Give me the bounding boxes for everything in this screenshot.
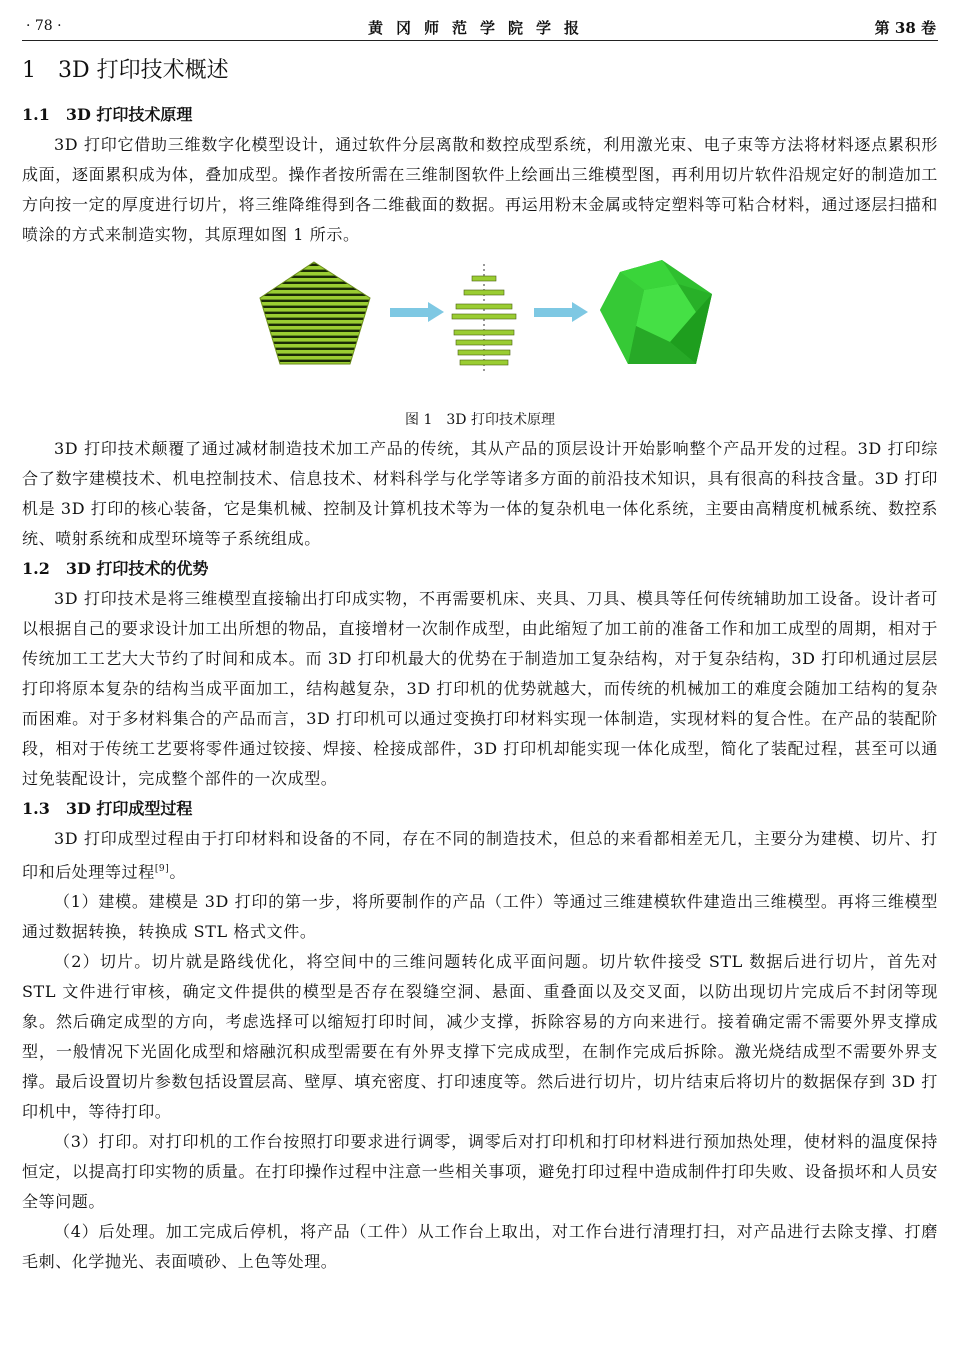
paragraph: （1）建模。建模是 3D 打印的第一步，将所要制作的产品（工件）等通过三维建模软件建造出三维模型。再将三维模型通过数据转换，转换成 STL 格式文件。 [22,892,938,942]
figure-1 [22,260,938,406]
subsection-title-1-2: 1.2 3D 打印技术的优势 [22,559,209,578]
paragraph: 3D 打印技术是将三维模型直接输出打印成实物，不再需要机床、夹具、刀具、模具等任何传统辅助加工设备。设计者可以根据自己的要求设计加工出所想的物品，直接增材一次制作成型，由此缩短了加工前的准备工作和加工成型的周期，相对于传统加工工艺大大节约了时间和成本。而 3D 打印机最大的优势在于制造加工复杂结构，对于复杂结构，3D 打印机通过层层打印将原本复杂的结构当成平面加工，结构越复杂，3D 打印机的优势就越大，而传统的机械加工的难度会随加工结构的复杂而困难。对于多材料集合的产品而言，3D 打印机可以通过变换打印材料实现一体制造，实现材料的复合性。在产品的装配阶段，相对于传统工艺要将零件通过铰接、焊接、栓接成部件，3D 打印机却能实现一体化成型，简化了装配过程，甚至可以通过免装配设计，完成整个部件的一次成型。 [22,589,938,788]
paragraph: （3）打印。对打印机的工作台按照打印要求进行调零，调零后对打印机和打印材料进行预加热处理，使材料的温度保持恒定，以提高打印实物的质量。在打印操作过程中注意一些相关事项，避免打印过程中造成制件打印失败、设备损坏和人员安全等问题。 [22,1132,938,1212]
sliced-pentagon [260,262,370,364]
figure-caption: 图 1 3D 打印技术原理 [405,412,555,428]
paragraph: 3D 打印它借助三维数字化模型设计，通过软件分层离散和数控成型系统，利用激光束、电子束等方法将材料逐点累积形成面，逐面累积成为体，叠加成型。操作者按所需在三维制图软件上绘画出三维模型图，再利用切片软件沿规定好的制造加工方向按一定的厚度进行切片，将三维降维得到各二维截面的数据。再运用粉末金属或特定塑料等可粘合材料，通过逐层扫描和喷涂的方式来制造实物，其原理如图 1 所示。 [22,135,938,244]
volume-number: 第 38 卷 [874,19,936,37]
paragraph [22,824,938,887]
citation-ref[interactable]: [9] [154,864,170,874]
paragraph: 3D 打印技术颠覆了通过减材制造技术加工产品的传统，其从产品的顶层设计开始影响整个产品开发的过程。3D 打印综合了数字建模技术、机电控制技术、信息技术、材料科学与化学等诸多方面的前沿技术知识，具有很高的科技含量。3D 打印机是 3D 打印的核心装备，它是集机械、控制及计算机技术等为一体的复杂机电一体化系统，主要由高精度机械系统、数控系统、喷射系统和成型环境等子系统组成。 [22,439,938,548]
printed-solid [600,260,712,364]
paragraph-end: 。 [169,862,186,882]
subsection-title-1-3: 1.3 3D 打印成型过程 [22,799,193,818]
article-body [22,54,938,1277]
layer-stack [452,264,516,374]
arrow-icon [390,302,444,322]
page-number: · 78 · [26,18,62,34]
paragraph-text: 3D 打印成型过程由于打印材料和设备的不同，存在不同的制造技术，但总的来看都相差无几，主要分为建模、切片、打印和后处理等过程 [22,829,938,882]
journal-name: 黄冈师范学院学报 [367,19,592,37]
subsection-title-1-1: 1.1 3D 打印技术原理 [22,105,193,124]
paragraph: （4）后处理。加工完成后停机，将产品（工件）从工作台上取出，对工作台进行清理打扫，对产品进行去除支撑、打磨毛刺、化学抛光、表面喷砂、上色等处理。 [22,1222,938,1272]
figure-1-illustration [258,260,718,380]
arrow-icon [534,302,588,322]
section-title: 1 3D 打印技术概述 [22,58,229,83]
page-header [22,14,938,41]
paragraph: （2）切片。切片就是路线优化，将空间中的三维问题转化成平面问题。切片软件接受 STL 数据后进行切片，首先对 STL 文件进行审核，确定文件提供的模型是否存在裂缝空洞、悬面、重叠面以及交叉面，以防出现切片完成后不封闭等现象。然后确定成型的方向，考虑选择可以缩短打印时间，减少支撑，拆除容易的方向来进行。接着确定需不需要外界支撑成型，一般情况下光固化成型和熔融沉积成型需要在有外界支撑下完成成型，在制作完成后拆除。激光烧结成型不需要外界支撑。最后设置切片参数包括设置层高、壁厚、填充密度、打印速度等。然后进行切片，切片结束后将切片的数据保存到 3D 打印机中，等待打印。 [22,952,938,1122]
